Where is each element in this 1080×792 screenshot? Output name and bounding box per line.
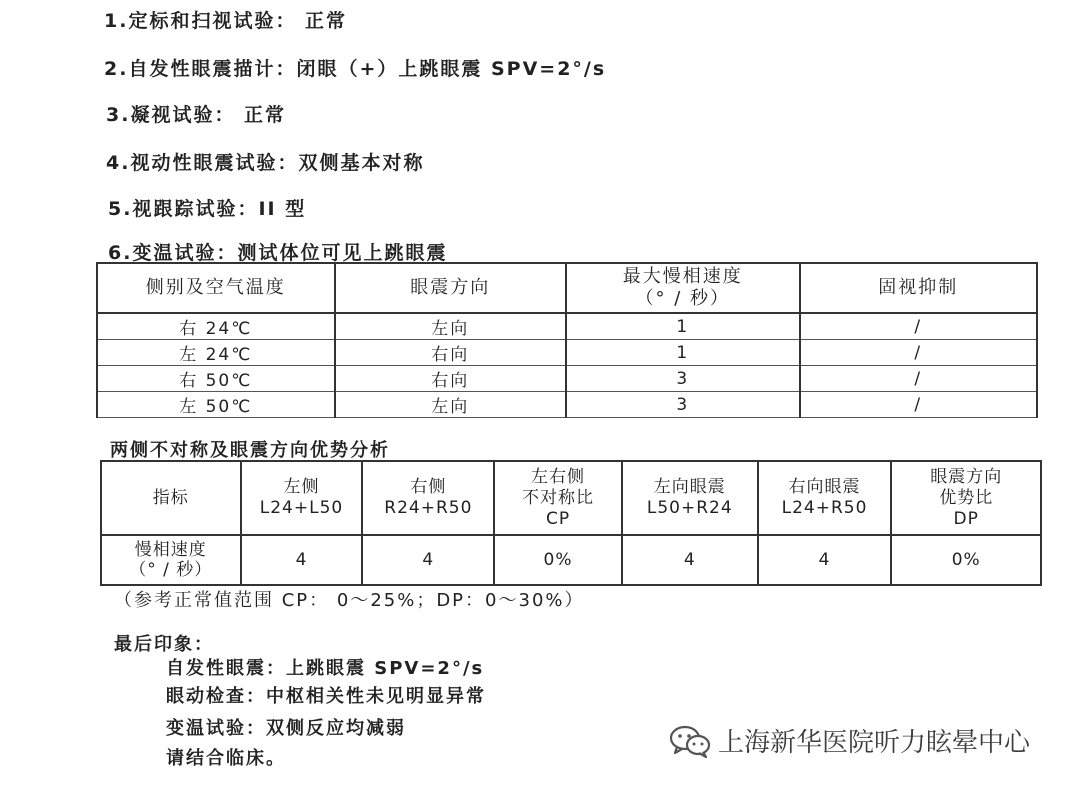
header-right-beating: 右向眼震 L24+R50 [758, 461, 892, 535]
impression-title: 最后印象： [114, 634, 214, 655]
cell-velocity: 3 [566, 392, 800, 418]
table-row [97, 366, 1037, 392]
cell-direction: 右向 [335, 366, 566, 392]
header-fixation-suppression: 固视抑制 [800, 263, 1038, 313]
reference-note: （参考正常值范围 CP： 0～25%；DP：0～30%） [114, 590, 585, 611]
header-dp: 眼震方向 优势比 DP [891, 461, 1041, 535]
cell-right-side: 4 [362, 535, 494, 585]
cell-left-side: 4 [241, 535, 363, 585]
impression-line: 请结合临床。 [166, 748, 286, 769]
cell-velocity: 1 [566, 340, 800, 366]
cell-right-beating: 4 [758, 535, 892, 585]
cell-side-temperature: 右 50℃ [97, 366, 335, 392]
cell-direction: 左向 [335, 392, 566, 418]
table-row [97, 313, 1037, 340]
cell-velocity: 1 [566, 313, 800, 340]
cell-side-temperature: 左 24℃ [97, 340, 335, 366]
header-side-temperature: 侧别及空气温度 [97, 263, 335, 313]
asymmetry-table [100, 460, 1042, 586]
header-index: 指标 [101, 461, 241, 535]
cell-cp: 0% [494, 535, 622, 585]
cell-dp: 0% [891, 535, 1041, 585]
item-smooth-pursuit-test: 5.视跟踪试验：II 型 [108, 198, 307, 220]
impression-line: 自发性眼震：上跳眼震 SPV=2°/s [166, 658, 485, 679]
cell-index-label: 慢相速度 （° / 秒） [101, 535, 241, 585]
cell-side-temperature: 左 50℃ [97, 392, 335, 418]
watermark-text: 上海新华医院听力眩晕中心 [718, 728, 1031, 758]
wechat-icon [668, 723, 712, 759]
table-row [97, 392, 1037, 418]
table-row [97, 340, 1037, 366]
table-header-row [101, 461, 1041, 535]
impression-line: 变温试验：双侧反应均减弱 [166, 718, 406, 739]
item-gaze-test: 3.凝视试验： 正常 [106, 104, 287, 126]
table-header-row [97, 263, 1037, 313]
item-spontaneous-nystagmus: 2.自发性眼震描计：闭眼（+）上跳眼震 SPV=2°/s [104, 58, 607, 80]
cell-fixation: / [800, 392, 1038, 418]
header-left-side: 左侧 L24+L50 [241, 461, 363, 535]
item-saccade-test: 1.定标和扫视试验： 正常 [104, 10, 348, 32]
watermark [668, 722, 1030, 759]
header-cp: 左右侧 不对称比 CP [494, 461, 622, 535]
cell-direction: 左向 [335, 313, 566, 340]
cell-velocity: 3 [566, 366, 800, 392]
header-left-beating: 左向眼震 L50+R24 [622, 461, 758, 535]
caloric-table [96, 262, 1038, 418]
cell-fixation: / [800, 313, 1038, 340]
cell-side-temperature: 右 24℃ [97, 313, 335, 340]
table-row [101, 535, 1041, 585]
asymmetry-title: 两侧不对称及眼震方向优势分析 [110, 440, 390, 461]
cell-direction: 右向 [335, 340, 566, 366]
cell-fixation: / [800, 340, 1038, 366]
item-optokinetic-test: 4.视动性眼震试验：双侧基本对称 [106, 152, 425, 174]
header-max-slow-phase-velocity: 最大慢相速度 （° / 秒） [566, 263, 800, 313]
header-right-side: 右侧 R24+R50 [362, 461, 494, 535]
header-nystagmus-direction: 眼震方向 [335, 263, 566, 313]
item-caloric-test: 6.变温试验：测试体位可见上跳眼震 [108, 242, 448, 264]
cell-fixation: / [800, 366, 1038, 392]
cell-left-beating: 4 [622, 535, 758, 585]
impression-line: 眼动检查：中枢相关性未见明显异常 [166, 686, 486, 707]
